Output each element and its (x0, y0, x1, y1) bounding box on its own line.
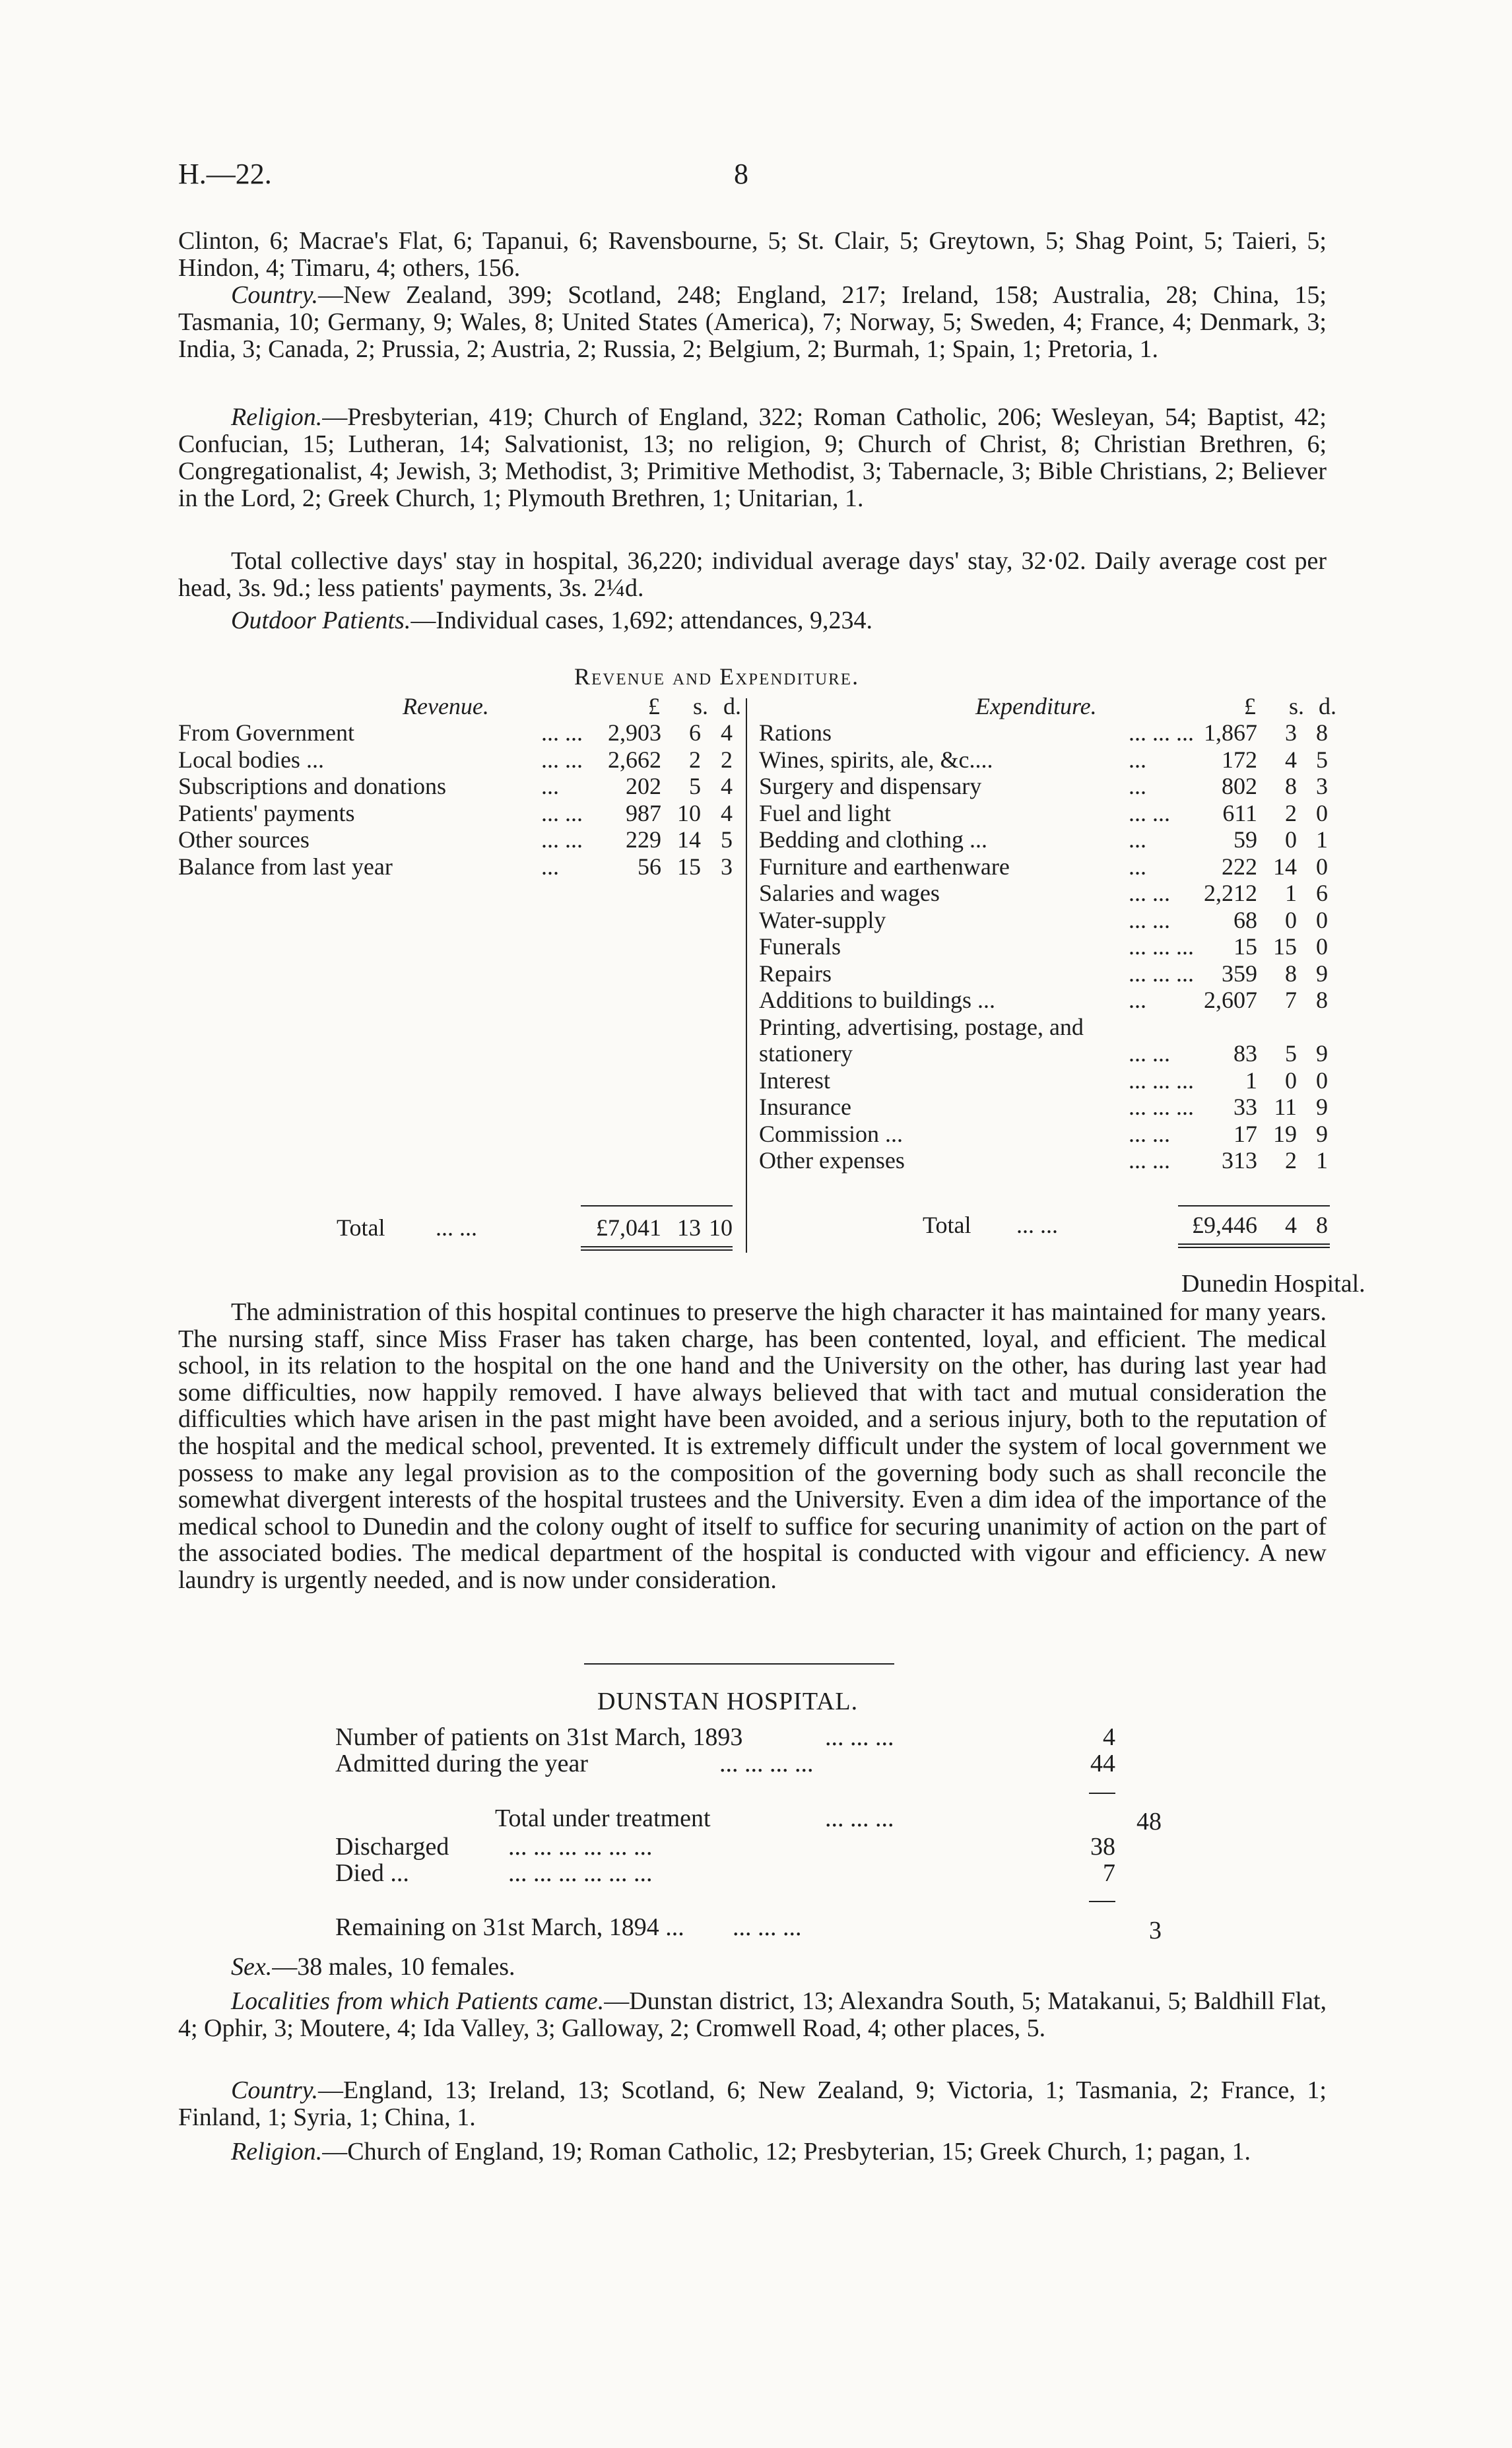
dunstan-row-label: Admitted during the year (335, 1750, 589, 1777)
expenditure-row-dots: ... ... (1129, 1040, 1170, 1067)
table-column-divider (746, 698, 747, 1253)
dunstan-row-dots: ... ... ... ... ... ... (508, 1833, 653, 1861)
expenditure-row-pounds: 172 (1222, 746, 1257, 773)
expenditure-row-shillings: 7 (1285, 987, 1297, 1013)
dunstan-sex-paragraph (178, 1954, 1327, 1981)
expenditure-row-label: Furniture and earthenware (759, 853, 1010, 880)
dunstan-row-value: 38 (1090, 1833, 1115, 1861)
dunstan-subtotal-rule-2 (1089, 1901, 1115, 1902)
expenditure-row-label: Water-supply (759, 906, 886, 933)
expenditure-row-shillings: 15 (1273, 933, 1297, 960)
dunstan-row-dots: ... ... ... (825, 1723, 894, 1751)
country-paragraph (178, 282, 1327, 363)
expenditure-row-label: stationery (759, 1040, 853, 1067)
expenditure-row-shillings: 19 (1273, 1120, 1297, 1147)
expenditure-row-label: Insurance (759, 1094, 851, 1120)
expenditure-row-label: Fuel and light (759, 799, 891, 826)
expenditure-row-shillings: 0 (1285, 906, 1297, 933)
dunstan-hospital-title: DUNSTAN HOSPITAL. (597, 1688, 859, 1715)
expenditure-row-pounds: 68 (1233, 906, 1257, 933)
expenditure-total-label: Total (923, 1212, 971, 1238)
expenditure-row-pence: 3 (1316, 773, 1328, 799)
expenditure-row-label: Interest (759, 1067, 830, 1094)
dunstan-row-value: 4 (1103, 1723, 1115, 1751)
stay-paragraph: Total collective days' stay in hospital, 36,220; individual average days' stay, 32·02. Daily average cost per head, 3s. 9d.; less patients' payments, 3s. 2¼d. (178, 547, 1327, 602)
expenditure-row-pounds: 1 (1245, 1067, 1257, 1094)
dunstan-sex-text: —38 males, 10 females. (272, 1953, 515, 1981)
expenditure-row-label: Wines, spirits, ale, &c.... (759, 746, 993, 773)
religion-label: Religion. (231, 403, 323, 431)
dunstan-row-dots: ... ... ... (825, 1804, 894, 1832)
revenue-row-pence: 3 (721, 853, 733, 880)
dunstan-localities-text: —Dunstan district, 13; Alexandra South, 5; Matakanui, 5; Baldhill Flat, 4; Ophir, 3; Moutere, 4; Ida Valley, 3; Galloway, 2; Cromwell Road, 4; other places, 5. (178, 1987, 1327, 2042)
expenditure-row-pence: 0 (1316, 1067, 1328, 1094)
dunstan-row-total: 3 (1149, 1917, 1162, 1944)
dunstan-row-dots: ... ... ... ... (719, 1750, 814, 1777)
expenditure-row-shillings: 11 (1274, 1094, 1297, 1120)
revenue-row-dots: ... (541, 773, 559, 799)
revenue-total-pounds: £7,041 (596, 1214, 661, 1241)
expenditure-total-underline-2 (1178, 1247, 1330, 1248)
expenditure-row-pounds: 359 (1222, 960, 1257, 987)
expenditure-row-pence: 0 (1316, 933, 1328, 960)
expenditure-row-pence: 8 (1316, 987, 1328, 1013)
expenditure-row-pounds: 222 (1222, 853, 1257, 880)
expenditure-row-label: Salaries and wages (759, 880, 940, 906)
revenue-total-underline-2 (581, 1249, 733, 1251)
revenue-row-label: Other sources (178, 826, 310, 853)
expenditure-row-pence: 0 (1316, 906, 1328, 933)
expenditure-row-label: Surgery and dispensary (759, 773, 982, 799)
revenue-row-pounds: 229 (626, 826, 661, 853)
expenditure-row-dots: ... ... (1129, 1120, 1170, 1147)
country-label: Country. (231, 281, 318, 309)
expenditure-row-label: Additions to buildings ... (759, 987, 996, 1013)
expenditure-row-pounds: 83 (1233, 1040, 1257, 1067)
expenditure-total-rule (1178, 1205, 1330, 1207)
revenue-row-shillings: 6 (689, 719, 701, 746)
dunstan-localities-label: Localities from which Patients came. (231, 1987, 605, 2015)
revenue-row-pence: 4 (721, 773, 733, 799)
revenue-row-pounds: 56 (638, 853, 661, 880)
outdoor-paragraph (178, 607, 1327, 634)
dunstan-row-value: 44 (1090, 1750, 1115, 1777)
revenue-row-pounds: 2,903 (608, 719, 661, 746)
revenue-total-dots: ... ... (436, 1214, 477, 1241)
expenditure-row-dots: ... ... (1129, 906, 1170, 933)
revenue-row-label: Balance from last year (178, 853, 393, 880)
expenditure-heading: Expenditure. (975, 693, 1097, 719)
dunstan-row-value: 7 (1103, 1859, 1115, 1887)
expenditure-total-pounds: £9,446 (1192, 1212, 1257, 1238)
expenditure-row-pence: 0 (1316, 853, 1328, 880)
expenditure-row-label: Other expenses (759, 1147, 905, 1174)
dunstan-row-label: Remaining on 31st March, 1894 ... (335, 1913, 684, 1941)
revenue-row-dots: ... ... (541, 719, 583, 746)
revenue-expenditure-title: Revenue and Expenditure. (574, 663, 860, 690)
expenditure-row-dots: ... (1129, 746, 1146, 773)
expenditure-row-label: Repairs (759, 960, 832, 987)
revenue-total-pence: 10 (709, 1214, 733, 1241)
revenue-row-shillings: 2 (689, 746, 701, 773)
dunstan-localities-paragraph (178, 1988, 1327, 2042)
expenditure-row-pounds: 2,607 (1204, 987, 1257, 1013)
expenditure-row-label: Funerals (759, 933, 841, 960)
dunstan-row-label: Total under treatment (495, 1804, 711, 1832)
signature-dunedin-hospital: Dunedin Hospital. (1181, 1270, 1365, 1298)
administration-paragraph: The administration of this hospital continues to preserve the high character it has maintained for many years. The nursing staff, since Miss Fraser has taken charge, has been contented, loyal, and efficient. The medical school, in its relation to the hospital on the one hand and the University on the other, has during last year had some difficulties, now happily removed. I have always believed that with tact and mutual consideration the difficulties which have arisen in the past might have been avoided, and a serious injury, both to the reputation of the hospital and the medical school, prevented. It is extremely difficult under the system of local government we possess to make any legal provision as to the composition of the governing body such as shall reconcile the somewhat divergent interests of the hospital trustees and the University. Even a dim idea of the importance of the medical school to Dunedin and the colony ought of itself to suffice for securing unanimity of action on the part of the associated bodies. The medical department of the hospital is conducted with vigour and efficiency. A new laundry is urgently needed, and is now under consideration. (178, 1298, 1327, 1594)
expenditure-row-shillings: 1 (1285, 880, 1297, 906)
expenditure-total-pence: 8 (1316, 1212, 1328, 1238)
expenditure-row-shillings: 8 (1285, 960, 1297, 987)
dunstan-religion-paragraph (178, 2138, 1327, 2166)
dunstan-sex-label: Sex. (231, 1953, 273, 1981)
expenditure-row-pence: 0 (1316, 799, 1328, 826)
dunstan-religion-label: Religion. (231, 2138, 323, 2166)
expenditure-total-shillings: 4 (1285, 1212, 1297, 1238)
revenue-row-dots: ... ... (541, 826, 583, 853)
dunstan-row-label: Discharged (335, 1833, 449, 1861)
revenue-row-pounds: 202 (626, 773, 661, 799)
revenue-row-dots: ... (541, 853, 559, 880)
expenditure-col-l: £ (1244, 693, 1256, 719)
revenue-row-dots: ... ... (541, 799, 583, 826)
religion-text: —Presbyterian, 419; Church of England, 322; Roman Catholic, 206; Wesleyan, 54; Baptist, 42; Confucian, 15; Lutheran, 14; Salvationist, 13; no religion, 9; Church of Christ, 8; Christian Brethren, 6; Congregationalist, 4; Jewish, 3; Methodist, 3; Primitive Methodist, 3; Tabernacle, 3; Bible Christians, 2; Believer in the Lord, 2; Greek Church, 1; Plymouth Brethren, 1; Unitarian, 1. (178, 403, 1327, 512)
expenditure-row-shillings: 0 (1285, 1067, 1297, 1094)
expenditure-row-dots: ... ... (1129, 1147, 1170, 1174)
expenditure-row-label: Printing, advertising, postage, and (759, 1013, 1084, 1040)
expenditure-col-d: d. (1319, 693, 1336, 719)
dunstan-row-dots: ... ... ... ... ... ... (508, 1859, 653, 1887)
revenue-row-label: Local bodies ... (178, 746, 324, 773)
expenditure-row-shillings: 4 (1285, 746, 1297, 773)
expenditure-row-label: Commission ... (759, 1120, 904, 1147)
revenue-row-pence: 4 (721, 719, 733, 746)
revenue-col-l: £ (648, 693, 660, 719)
dunstan-row-total: 48 (1136, 1808, 1162, 1836)
dunstan-row-dots: ... ... ... (733, 1913, 802, 1941)
revenue-row-shillings: 5 (689, 773, 701, 799)
expenditure-total-dots: ... ... (1016, 1212, 1058, 1238)
revenue-row-label: Patients' payments (178, 799, 355, 826)
revenue-row-shillings: 10 (677, 799, 701, 826)
page-header-ref: H.—22. (178, 158, 272, 190)
expenditure-row-shillings: 8 (1285, 773, 1297, 799)
expenditure-row-pence: 8 (1316, 719, 1328, 746)
dunstan-subtotal-rule-1 (1089, 1793, 1115, 1794)
expenditure-row-pence: 1 (1316, 826, 1328, 853)
revenue-row-pence: 5 (721, 826, 733, 853)
expenditure-row-dots: ... (1129, 853, 1146, 880)
expenditure-row-pence: 9 (1316, 1040, 1328, 1067)
revenue-col-s: s. (693, 693, 709, 719)
religion-paragraph (178, 404, 1327, 512)
revenue-total-underline-1 (581, 1246, 733, 1247)
dunstan-country-paragraph (178, 2077, 1327, 2131)
expenditure-row-pence: 6 (1316, 880, 1328, 906)
revenue-row-shillings: 15 (677, 853, 701, 880)
revenue-total-rule (581, 1205, 733, 1207)
expenditure-row-dots: ... ... ... (1129, 960, 1194, 987)
expenditure-row-dots: ... ... (1129, 880, 1170, 906)
dunstan-country-label: Country. (231, 2076, 318, 2104)
expenditure-row-dots: ... (1129, 773, 1146, 799)
expenditure-row-pounds: 17 (1233, 1120, 1257, 1147)
expenditure-row-dots: ... (1129, 826, 1146, 853)
revenue-total-shillings: 13 (677, 1214, 701, 1241)
expenditure-row-dots: ... ... ... (1129, 1067, 1194, 1094)
expenditure-col-s: s. (1289, 693, 1305, 719)
revenue-row-label: From Government (178, 719, 354, 746)
revenue-row-shillings: 14 (677, 826, 701, 853)
dunstan-row-label: Died ... (335, 1859, 409, 1887)
expenditure-row-shillings: 2 (1285, 799, 1297, 826)
expenditure-row-pence: 5 (1316, 746, 1328, 773)
expenditure-row-shillings: 14 (1273, 853, 1297, 880)
revenue-total-label: Total (337, 1214, 385, 1241)
expenditure-row-pounds: 33 (1233, 1094, 1257, 1120)
expenditure-row-pounds: 611 (1222, 799, 1257, 826)
revenue-col-d: d. (723, 693, 741, 719)
outdoor-text: —Individual cases, 1,692; attendances, 9,234. (411, 607, 872, 634)
expenditure-row-dots: ... (1129, 987, 1146, 1013)
expenditure-row-pounds: 1,867 (1204, 719, 1257, 746)
expenditure-row-label: Bedding and clothing ... (759, 826, 987, 853)
expenditure-row-dots: ... ... ... (1129, 1094, 1194, 1120)
revenue-row-pence: 4 (721, 799, 733, 826)
expenditure-row-shillings: 5 (1285, 1040, 1297, 1067)
dunstan-row-label: Number of patients on 31st March, 1893 (335, 1723, 743, 1751)
expenditure-row-pence: 9 (1316, 1094, 1328, 1120)
expenditure-row-pence: 9 (1316, 1120, 1328, 1147)
expenditure-row-pounds: 313 (1222, 1147, 1257, 1174)
expenditure-row-pence: 9 (1316, 960, 1328, 987)
expenditure-row-label: Rations (759, 719, 832, 746)
expenditure-row-pounds: 2,212 (1204, 880, 1257, 906)
expenditure-row-pounds: 802 (1222, 773, 1257, 799)
expenditure-row-shillings: 2 (1285, 1147, 1297, 1174)
dunstan-country-text: —England, 13; Ireland, 13; Scotland, 6; New Zealand, 9; Victoria, 1; Tasmania, 2; France, 1; Finland, 1; Syria, 1; China, 1. (178, 2076, 1327, 2131)
outdoor-label: Outdoor Patients. (231, 607, 411, 634)
expenditure-row-pounds: 15 (1233, 933, 1257, 960)
revenue-heading: Revenue. (403, 693, 489, 719)
expenditure-row-dots: ... ... ... (1129, 719, 1194, 746)
revenue-row-pounds: 2,662 (608, 746, 661, 773)
expenditure-row-dots: ... ... (1129, 799, 1170, 826)
dunstan-religion-text: —Church of England, 19; Roman Catholic, 12; Presbyterian, 15; Greek Church, 1; pagan, 1. (322, 2138, 1251, 2166)
expenditure-row-dots: ... ... ... (1129, 933, 1194, 960)
expenditure-row-shillings: 0 (1285, 826, 1297, 853)
revenue-row-pence: 2 (721, 746, 733, 773)
localities-continuation: Clinton, 6; Macrae's Flat, 6; Tapanui, 6; Ravensbourne, 5; St. Clair, 5; Greytown, 5; Shag Point, 5; Taieri, 5; Hindon, 4; Timaru, 4; others, 156. (178, 227, 1327, 282)
revenue-row-label: Subscriptions and donations (178, 773, 446, 799)
expenditure-row-pounds: 59 (1233, 826, 1257, 853)
expenditure-row-pence: 1 (1316, 1147, 1328, 1174)
expenditure-total-underline-1 (1178, 1243, 1330, 1245)
expenditure-row-shillings: 3 (1285, 719, 1297, 746)
page-number: 8 (734, 158, 748, 190)
revenue-row-dots: ... ... (541, 746, 583, 773)
section-divider (584, 1663, 894, 1665)
revenue-row-pounds: 987 (626, 799, 661, 826)
country-text: —New Zealand, 399; Scotland, 248; England, 217; Ireland, 158; Australia, 28; China, 15; Tasmania, 10; Germany, 9; Wales, 8; United States (America), 7; Norway, 5; Sweden, 4; France, 4; Denmark, 3; India, 3; Canada, 2; Prussia, 2; Austria, 2; Russia, 2; Belgium, 2; Burmah, 1; Spain, 1; Pretoria, 1. (178, 281, 1327, 363)
